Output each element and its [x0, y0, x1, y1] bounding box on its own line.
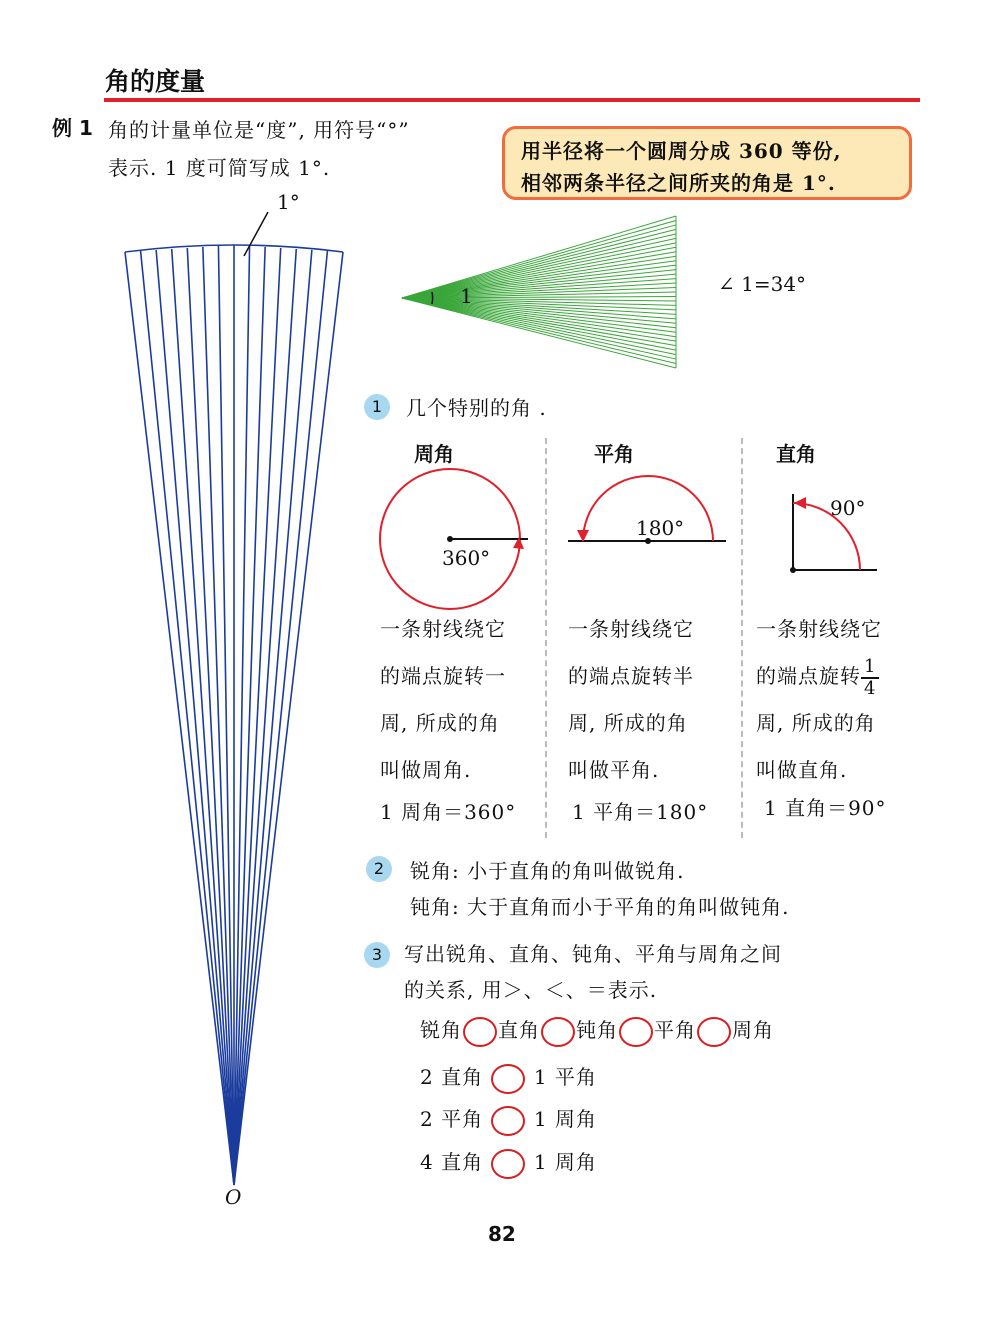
acute-definition: 锐角: 小于直角的角叫做锐角.: [410, 859, 685, 883]
section-1-title: 几个特别的角 .: [406, 396, 547, 420]
page-number: 82: [488, 1222, 516, 1246]
section-1-badge: 1: [364, 394, 390, 420]
heading-right-angle: 直角: [776, 442, 816, 466]
note-line-2: 相邻两条半径之间所夹的角是 1°.: [521, 171, 836, 195]
example-label: 例 1: [52, 116, 93, 140]
right-angle-vertex: [790, 567, 796, 573]
right-angle-description: 一条射线绕它 的端点旋转 $\frac{1}{4}$ 周, 所成的角 叫做直角.: [756, 617, 882, 782]
full-angle-vertex: [447, 536, 453, 542]
comparison-blank[interactable]: [541, 1017, 575, 1047]
full-angle-formula: 1 周角＝360°: [380, 800, 517, 824]
comparison-row-1: 2 直角 1 平角: [420, 1061, 597, 1094]
quarter-fraction: $\frac{1}{4}$: [861, 657, 879, 699]
full-angle-label: 360°: [442, 546, 491, 570]
angle-chain: 锐角 直角 钝角 平角 周角: [420, 1014, 774, 1047]
comparison-blank[interactable]: [491, 1106, 525, 1136]
angle-caption: ∠ 1=34°: [718, 272, 807, 296]
section-3-line-2: 的关系, 用＞、＜、＝表示.: [404, 978, 658, 1002]
comparison-row-2: 2 平角 1 周角: [420, 1103, 597, 1136]
page-title: 角的度量: [105, 67, 206, 96]
straight-angle-formula: 1 平角＝180°: [572, 800, 709, 824]
straight-angle-description: 一条射线绕它 的端点旋转半 周, 所成的角 叫做平角.: [568, 617, 694, 782]
one-degree-label: 1°: [277, 190, 300, 214]
straight-angle-label: 180°: [636, 516, 685, 540]
comparison-blank[interactable]: [463, 1017, 497, 1047]
heading-straight-angle: 平角: [594, 442, 634, 466]
full-angle-description: 一条射线绕它 的端点旋转一 周, 所成的角 叫做周角.: [380, 617, 506, 782]
section-2-badge: 2: [366, 856, 392, 882]
heading-full-angle: 周角: [414, 442, 454, 466]
comparison-blank[interactable]: [697, 1017, 731, 1047]
origin-label: O: [225, 1185, 242, 1209]
right-angle-label: 90°: [830, 496, 866, 520]
comparison-blank[interactable]: [491, 1149, 525, 1179]
obtuse-definition: 钝角: 大于直角而小于平角的角叫做钝角.: [410, 895, 790, 919]
note-line-1: 用半径将一个圆周分成 360 等份,: [521, 139, 842, 163]
section-3-badge: 3: [364, 942, 390, 968]
comparison-row-3: 4 直角 1 周角: [420, 1146, 597, 1179]
example-line-1: 角的计量单位是“度”, 用符号“°”: [108, 118, 410, 142]
right-angle-arrow: [794, 497, 806, 509]
comparison-blank[interactable]: [491, 1064, 525, 1094]
comparison-blank[interactable]: [619, 1017, 653, 1047]
section-3-line-1: 写出锐角、直角、钝角、平角与周角之间: [404, 942, 782, 966]
example-line-2: 表示. 1 度可简写成 1°.: [108, 156, 331, 180]
small-fan-angle-label: 1: [460, 284, 473, 308]
right-angle-formula: 1 直角＝90°: [764, 796, 887, 820]
